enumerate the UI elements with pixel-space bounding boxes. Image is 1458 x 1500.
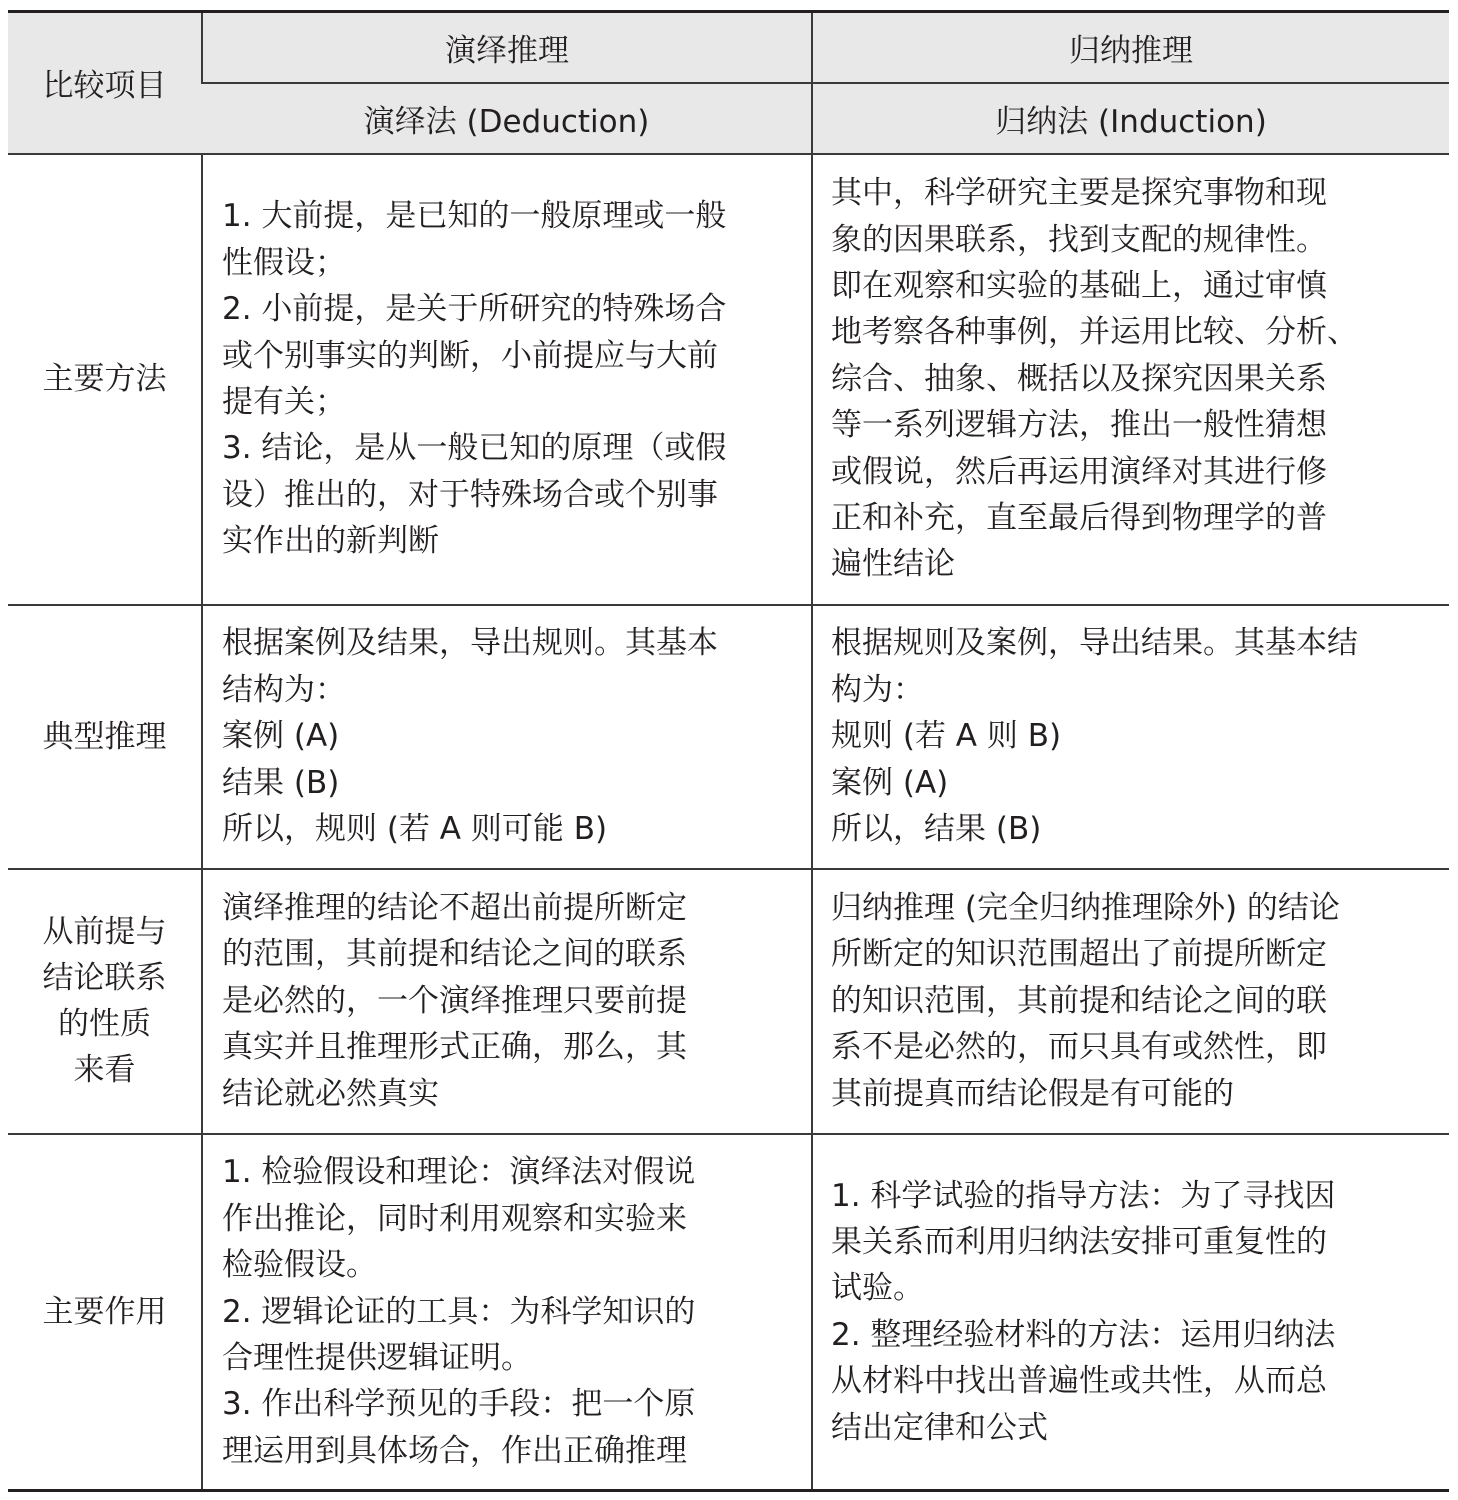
row-cell-deduction [202, 605, 812, 869]
text-line: 理运用到具体场合，作出正确推理 [222, 1432, 687, 1469]
row-cell-deduction [202, 869, 812, 1134]
text-line: 合理性提供逻辑证明。 [222, 1339, 532, 1376]
header-col2-subtitle: 归纳法 (Induction) [995, 103, 1267, 140]
row-label: 主要作用 [42, 1293, 167, 1330]
text-line: 2. 整理经验材料的方法：运用归纳法 [831, 1316, 1336, 1353]
text-line: 所断定的知识范围超出了前提所断定 [831, 936, 1327, 973]
header-col1-subtitle: 演绎法 (Deduction) [363, 103, 650, 140]
text-line: 或假说，然后再运用演绎对其进行修 [831, 453, 1327, 490]
row-label-cell [8, 869, 202, 1134]
text-line: 3. 结论，是从一般已知的原理（或假 [222, 430, 727, 467]
text-line: 1. 大前提，是已知的一般原理或一般 [222, 198, 727, 235]
table-row-main-function [8, 1134, 1449, 1491]
header-row-1 [8, 12, 1449, 83]
row-label-cell [8, 1134, 202, 1491]
text-line: 象的因果联系，找到支配的规律性。 [831, 221, 1327, 258]
header-corner-label: 比较项目 [42, 68, 167, 105]
header-col1-title: 演绎推理 [445, 32, 569, 69]
text-line: 性假设； [222, 244, 346, 281]
row-cell-induction [812, 154, 1449, 605]
text-line: 的知识范围，其前提和结论之间的联 [831, 982, 1327, 1019]
text-line: 1. 检验假设和理论：演绎法对假说 [222, 1154, 696, 1191]
text-line: 设）推出的，对于特殊场合或个别事 [222, 476, 718, 513]
row-cell-induction [812, 605, 1449, 869]
text-line: 正和补充，直至最后得到物理学的普 [831, 500, 1327, 537]
header-col1-title-cell [202, 12, 812, 83]
table-row-main-method [8, 154, 1449, 605]
text-line: 规则 (若 A 则 B) [831, 718, 1062, 755]
table-row-typical-reasoning [8, 605, 1449, 869]
text-line: 结出定律和公式 [831, 1409, 1048, 1446]
text-line: 2. 逻辑论证的工具：为科学知识的 [222, 1293, 696, 1330]
row-label-line: 的性质 [58, 1006, 151, 1042]
text-line: 果关系而利用归纳法安排可重复性的 [831, 1223, 1327, 1260]
table-row-premise-conclusion [8, 869, 1449, 1134]
row-label-cell [8, 605, 202, 869]
text-line: 构为： [831, 671, 924, 708]
text-line: 1. 科学试验的指导方法：为了寻找因 [831, 1177, 1336, 1214]
text-line: 或个别事实的判断，小前提应与大前 [222, 337, 718, 374]
text-line: 实作出的新判断 [222, 523, 439, 560]
comparison-table [8, 10, 1449, 1492]
text-line: 3. 作出科学预见的手段：把一个原 [222, 1386, 696, 1423]
row-label-line: 结论联系 [42, 960, 167, 996]
text-line: 所以，规则 (若 A 则可能 B) [222, 811, 608, 848]
text-line: 其中，科学研究主要是探究事物和现 [831, 175, 1327, 212]
row-label-cell [8, 154, 202, 605]
text-line: 所以，结果 (B) [831, 811, 1042, 848]
text-line: 案例 (A) [222, 718, 340, 755]
text-line: 结果 (B) [222, 764, 340, 801]
text-line: 综合、抽象、概括以及探究因果关系 [831, 360, 1327, 397]
text-line: 提有关； [222, 384, 346, 420]
header-corner-cell [8, 12, 202, 154]
header-col2-sub-cell [812, 83, 1449, 154]
text-line: 2. 小前提，是关于所研究的特殊场合 [222, 291, 727, 328]
text-line: 其前提真而结论假是有可能的 [831, 1075, 1234, 1112]
text-line: 遍性结论 [831, 546, 955, 583]
text-line: 演绎推理的结论不超出前提所断定 [222, 889, 687, 926]
text-line: 是必然的，一个演绎推理只要前提 [222, 982, 687, 1019]
text-line: 根据案例及结果，导出规则。其基本 [222, 625, 718, 662]
text-line: 结论就必然真实 [222, 1075, 439, 1112]
text-line: 归纳推理 (完全归纳推理除外) 的结论 [831, 889, 1340, 926]
row-cell-deduction [202, 154, 812, 605]
row-label-line: 来看 [73, 1052, 136, 1088]
text-line: 检验假设。 [222, 1247, 377, 1284]
text-line: 结构为： [222, 671, 346, 708]
text-line: 根据规则及案例，导出结果。其基本结 [831, 625, 1358, 662]
text-line: 的范围，其前提和结论之间的联系 [222, 936, 687, 973]
text-line: 试验。 [831, 1270, 924, 1307]
row-label: 主要方法 [42, 361, 167, 397]
text-line: 地考察各种事例，并运用比较、分析、 [831, 314, 1358, 351]
row-cell-induction [812, 1134, 1449, 1491]
header-row-2 [8, 83, 1449, 154]
text-line: 系不是必然的，而只具有或然性，即 [831, 1029, 1327, 1066]
header-col1-sub-cell [202, 83, 812, 154]
text-line: 真实并且推理形式正确，那么，其 [222, 1029, 687, 1066]
text-line: 等一系列逻辑方法，推出一般性猜想 [831, 407, 1327, 444]
row-cell-deduction [202, 1134, 812, 1491]
text-line: 案例 (A) [831, 764, 949, 801]
header-col2-title: 归纳推理 [1069, 32, 1193, 69]
row-cell-induction [812, 869, 1449, 1134]
text-line: 从材料中找出普遍性或共性，从而总 [831, 1363, 1327, 1400]
row-label: 典型推理 [42, 718, 167, 755]
text-line: 即在观察和实验的基础上，通过审慎 [831, 267, 1327, 304]
header-col2-title-cell [812, 12, 1449, 83]
text-line: 作出推论，同时利用观察和实验来 [222, 1200, 687, 1237]
row-label-line: 从前提与 [42, 914, 167, 950]
